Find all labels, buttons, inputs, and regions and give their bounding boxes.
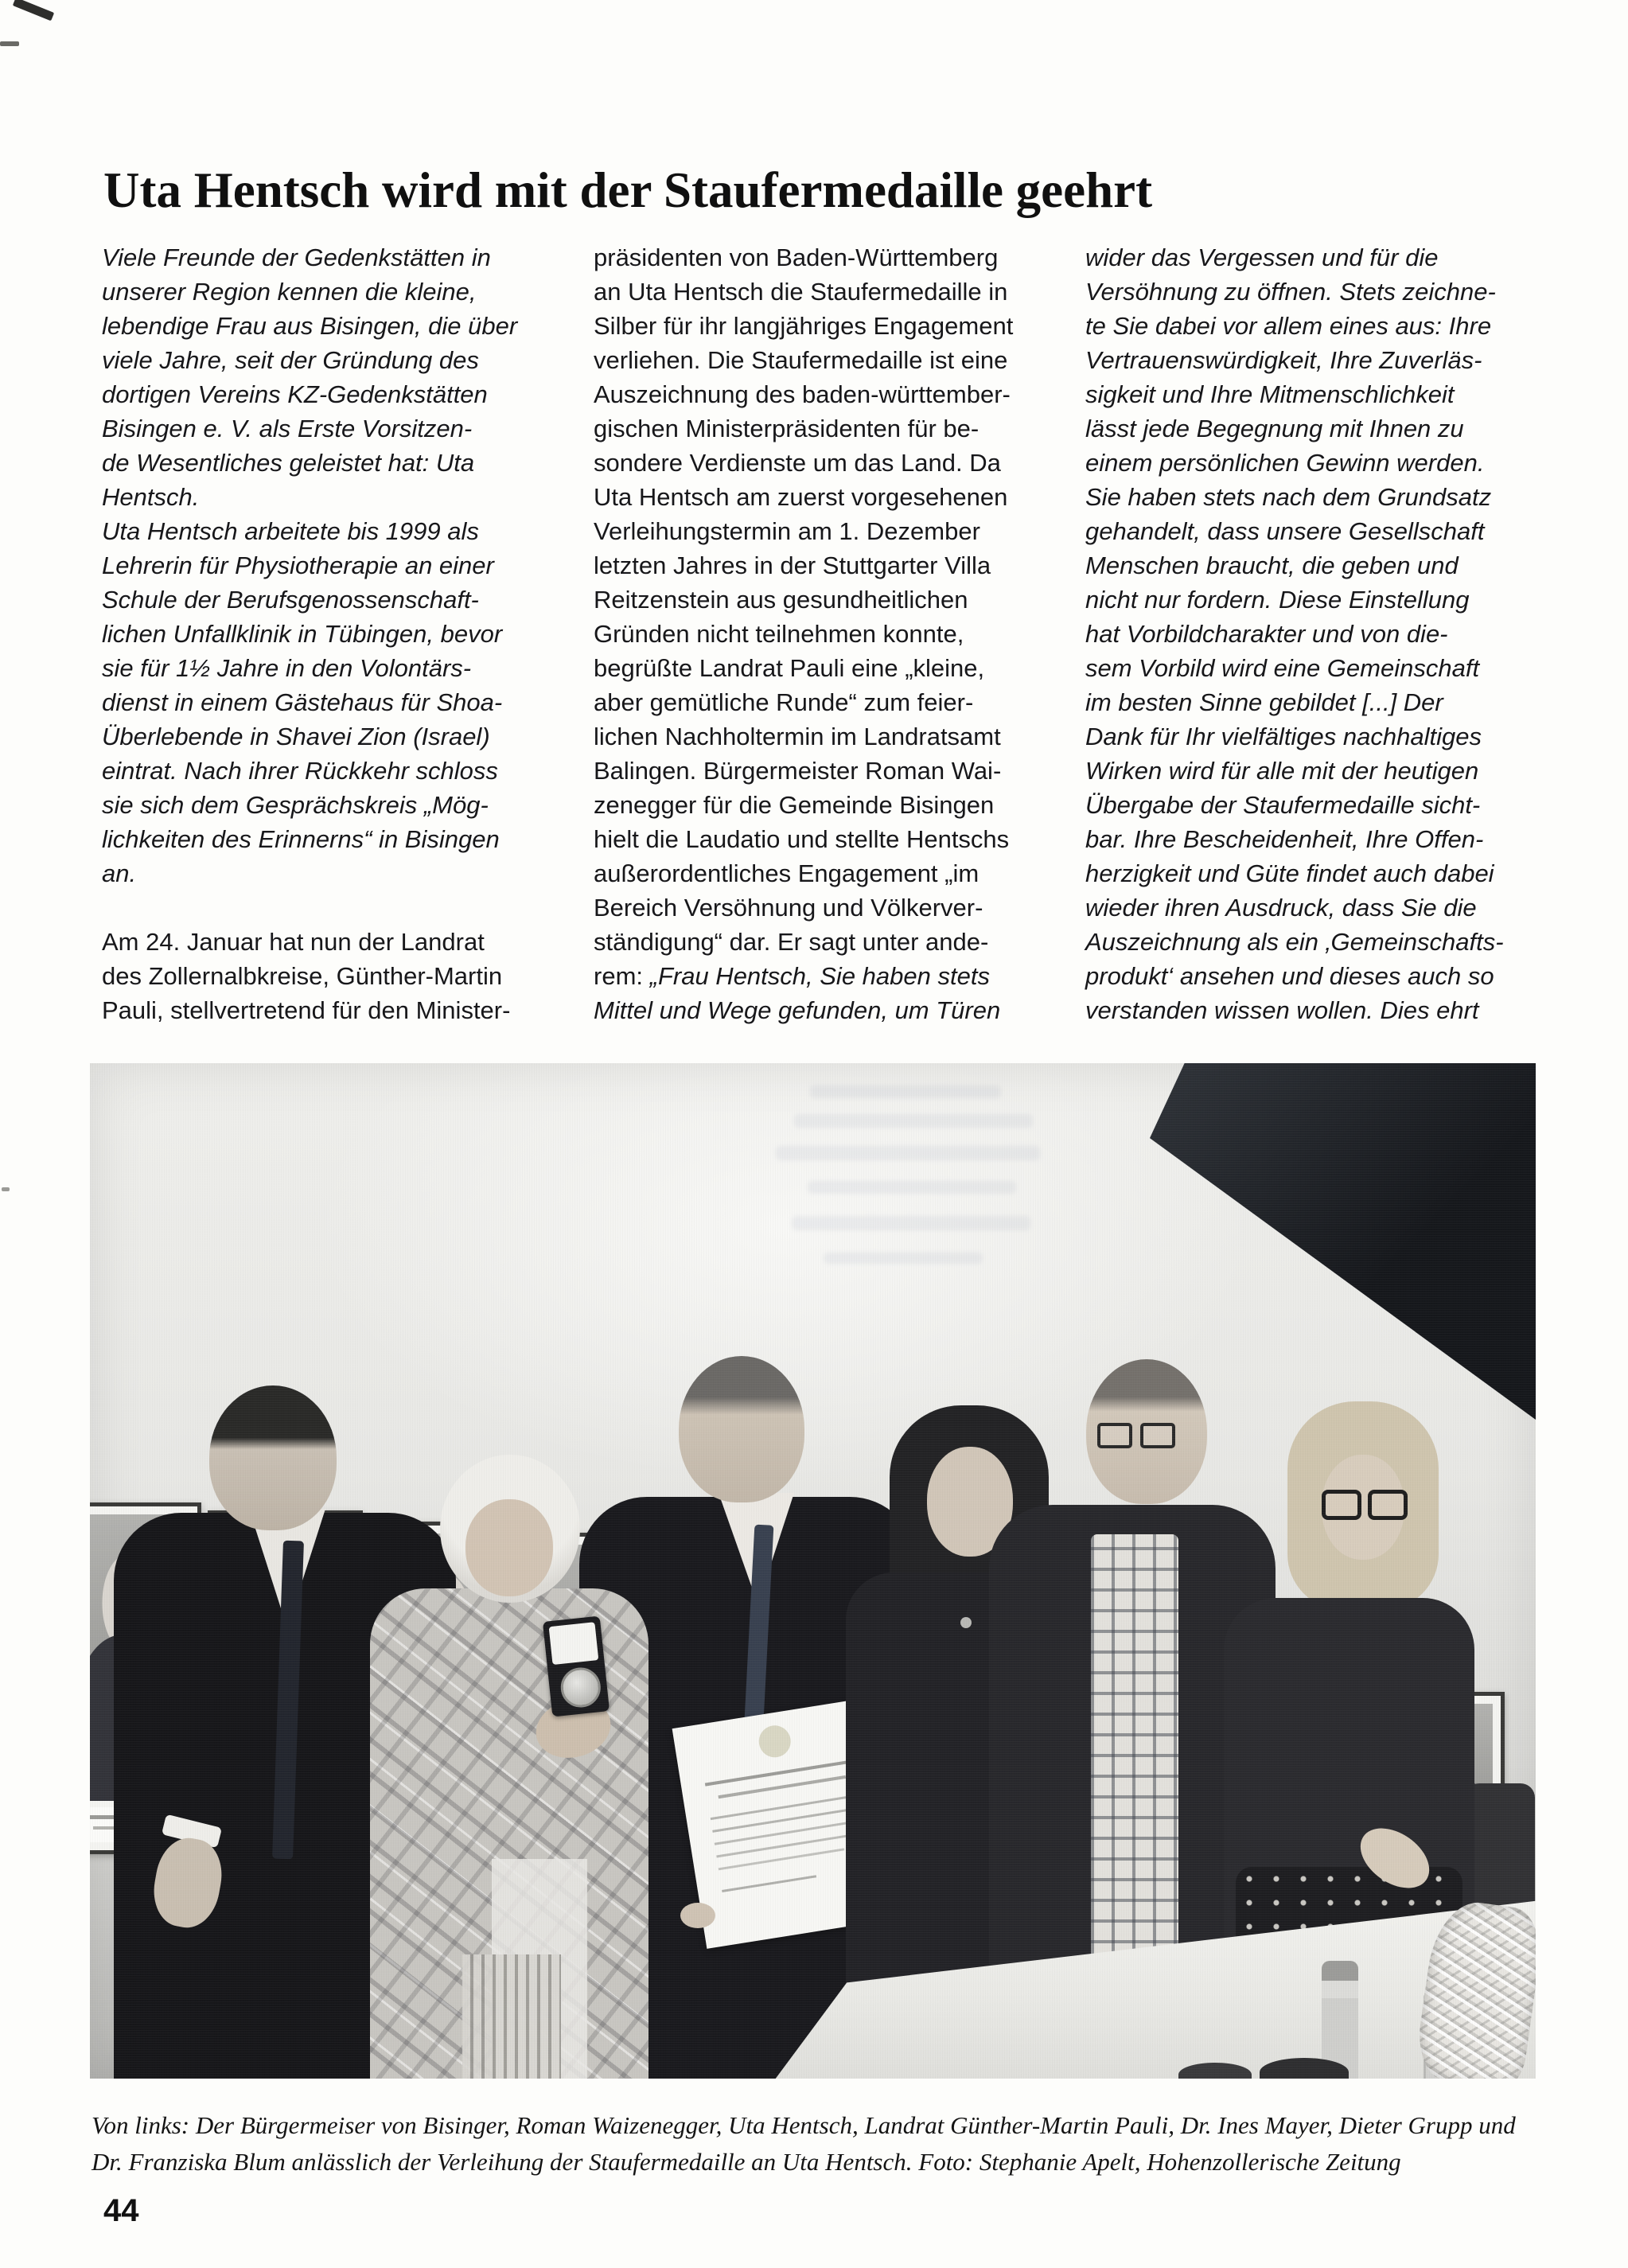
- scan-artifact: [2, 1187, 10, 1191]
- text-line: Auszeichnung des baden-württember-: [594, 380, 1011, 408]
- text-line: Dank für Ihr vielfältiges nachhaltiges: [1085, 723, 1482, 750]
- text-line: Silber für ihr langjähriges Engagement: [594, 312, 1014, 340]
- text-line: produkt‘ ansehen und dieses auch so: [1085, 962, 1494, 990]
- text-line: de Wesentliches geleistet hat: Uta: [102, 449, 475, 477]
- text-line: lebendige Frau aus Bisingen, die über: [102, 312, 518, 340]
- text-line: herzigkeit und Güte findet auch dabei: [1085, 859, 1494, 887]
- article-body: [102, 240, 1531, 1027]
- text-line: Überlebende in Shavei Zion (Israel): [102, 723, 490, 750]
- text-line: lässt jede Begegnung mit Ihnen zu: [1085, 415, 1464, 442]
- text-line: gehandelt, dass unsere Gesellschaft: [1085, 517, 1485, 545]
- text-line: wieder ihren Ausdruck, dass Sie die: [1085, 894, 1477, 922]
- text-line: wider das Vergessen und für die: [1085, 244, 1439, 271]
- text-column-2: [594, 240, 1039, 1027]
- text-line: Uta Hentsch am zuerst vorgesehenen: [594, 483, 1008, 511]
- person-hentsch: [90, 1063, 1536, 2079]
- text-line: an.: [102, 859, 137, 887]
- scan-artifact: [0, 41, 19, 46]
- text-line: nicht nur fordern. Diese Einstellung: [1085, 586, 1470, 614]
- text-line: Bisingen e. V. als Erste Vorsitzen-: [102, 415, 473, 442]
- text-line: ständigung“ dar. Er sagt unter ande-: [594, 928, 989, 956]
- text-line: Wirken wird für alle mit der heutigen: [1085, 757, 1479, 785]
- page-number: 44: [103, 2193, 139, 2228]
- text-line: Schule der Berufsgenossenschaft-: [102, 586, 479, 614]
- text-line: letzten Jahres in der Stuttgarter Villa: [594, 551, 991, 579]
- text-line: verliehen. Die Staufermedaille ist eine: [594, 346, 1008, 374]
- text-line: sondere Verdienste um das Land. Da: [594, 449, 1001, 477]
- text-line: sem Vorbild wird eine Gemeinschaft: [1085, 654, 1480, 682]
- text-line: im besten Sinne gebildet [...] Der: [1085, 688, 1443, 716]
- text-line: Versöhnung zu öffnen. Stets zeichne-: [1085, 278, 1496, 306]
- text-line: viele Jahre, seit der Gründung des: [102, 346, 479, 374]
- text-line: sigkeit und Ihre Mitmenschlichkeit: [1085, 380, 1455, 408]
- text-line: sie für 1½ Jahre in den Volontärs-: [102, 654, 472, 682]
- text-line: Pauli, stellvertretend für den Minister-: [102, 996, 511, 1024]
- article-title: Uta Hentsch wird mit der Staufermedaille geehrt: [103, 162, 1153, 219]
- text-line: rem: „Frau Hentsch, Sie haben stets: [594, 962, 990, 990]
- text-line: aber gemütliche Runde“ zum feier-: [594, 688, 974, 716]
- text-line: hielt die Laudatio und stellte Hentschs: [594, 825, 1010, 853]
- text-line: dienst in einem Gästehaus für Shoa-: [102, 688, 503, 716]
- text-line: eintrat. Nach ihrer Rückkehr schloss: [102, 757, 498, 785]
- medal-case: [543, 1616, 610, 1717]
- text-line: an Uta Hentsch die Staufermedaille in: [594, 278, 1008, 306]
- text-line: Lehrerin für Physiotherapie an einer: [102, 551, 494, 579]
- face: [465, 1499, 553, 1596]
- text-line: des Zollernalbkreise, Günther-Martin: [102, 962, 503, 990]
- text-line: zenegger für die Gemeinde Bisingen: [594, 791, 995, 819]
- group-photo: [90, 1063, 1536, 2079]
- text-line: bar. Ihre Bescheidenheit, Ihre Offen-: [1085, 825, 1484, 853]
- text-line: [102, 890, 547, 925]
- text-line: lichkeiten des Erinnerns“ in Bisingen: [102, 825, 500, 853]
- text-line: begrüßte Landrat Pauli eine „kleine,: [594, 654, 985, 682]
- text-line: sie sich dem Gesprächskreis „Mög-: [102, 791, 489, 819]
- text-line: außerordentliches Engagement „im: [594, 859, 980, 887]
- caption-line: Von links: Der Bürgermeiser von Bisinger, Roman Waizenegger, Uta Hentsch, Landrat Günther-Martin Pauli, Dr. Ines Mayer, Dieter Grupp und: [92, 2111, 1516, 2139]
- text-line: Menschen braucht, die geben und: [1085, 551, 1459, 579]
- text-line: Bereich Versöhnung und Völkerver-: [594, 894, 983, 922]
- text-column-1: [102, 240, 547, 1027]
- silver-medal: [559, 1666, 602, 1709]
- text-line: Sie haben stets nach dem Grundsatz: [1085, 483, 1492, 511]
- text-line: gischen Ministerpräsidenten für be-: [594, 415, 980, 442]
- text-line: lichen Unfallklinik in Tübingen, bevor: [102, 620, 503, 648]
- text-line: unserer Region kennen die kleine,: [102, 278, 477, 306]
- text-line: Gründen nicht teilnehmen konnte,: [594, 620, 964, 648]
- text-line: Vertrauenswürdigkeit, Ihre Zuverläs-: [1085, 346, 1482, 374]
- scarf-fringe: [462, 1954, 561, 2079]
- scan-artifact: [13, 0, 54, 21]
- text-line: Übergabe der Staufermedaille sicht-: [1085, 791, 1481, 819]
- text-line: einem persönlichen Gewinn werden.: [1085, 449, 1485, 477]
- text-column-3: [1085, 240, 1531, 1027]
- text-line: Reitzenstein aus gesundheitlichen: [594, 586, 968, 614]
- text-line: präsidenten von Baden-Württemberg: [594, 244, 999, 271]
- text-line: Uta Hentsch arbeitete bis 1999 als: [102, 517, 479, 545]
- text-line: Balingen. Bürgermeister Roman Wai-: [594, 757, 1002, 785]
- text-line: hat Vorbildcharakter und von die-: [1085, 620, 1448, 648]
- text-line: Auszeichnung als ein ‚Gemeinschafts-: [1085, 928, 1504, 956]
- text-line: te Sie dabei vor allem eines aus: Ihre: [1085, 312, 1492, 340]
- text-line: dortigen Vereins KZ-Gedenkstätten: [102, 380, 488, 408]
- text-line: Hentsch.: [102, 483, 200, 511]
- photo-caption: [92, 2107, 1536, 2180]
- caption-line: Dr. Franziska Blum anlässlich der Verleihung der Staufermedaille an Uta Hentsch. Foto: Stephanie Apelt, Hohenzollerische Zeitung: [92, 2148, 1401, 2176]
- medal-case-lid: [549, 1622, 599, 1665]
- text-line: verstanden wissen wollen. Dies ehrt: [1085, 996, 1479, 1024]
- text-line: Verleihungstermin am 1. Dezember: [594, 517, 980, 545]
- text-line: Mittel und Wege gefunden, um Türen: [594, 996, 1001, 1024]
- text-line: lichen Nachholtermin im Landratsamt: [594, 723, 1001, 750]
- text-line: Viele Freunde der Gedenkstätten in: [102, 244, 491, 271]
- text-line: Am 24. Januar hat nun der Landrat: [102, 928, 485, 956]
